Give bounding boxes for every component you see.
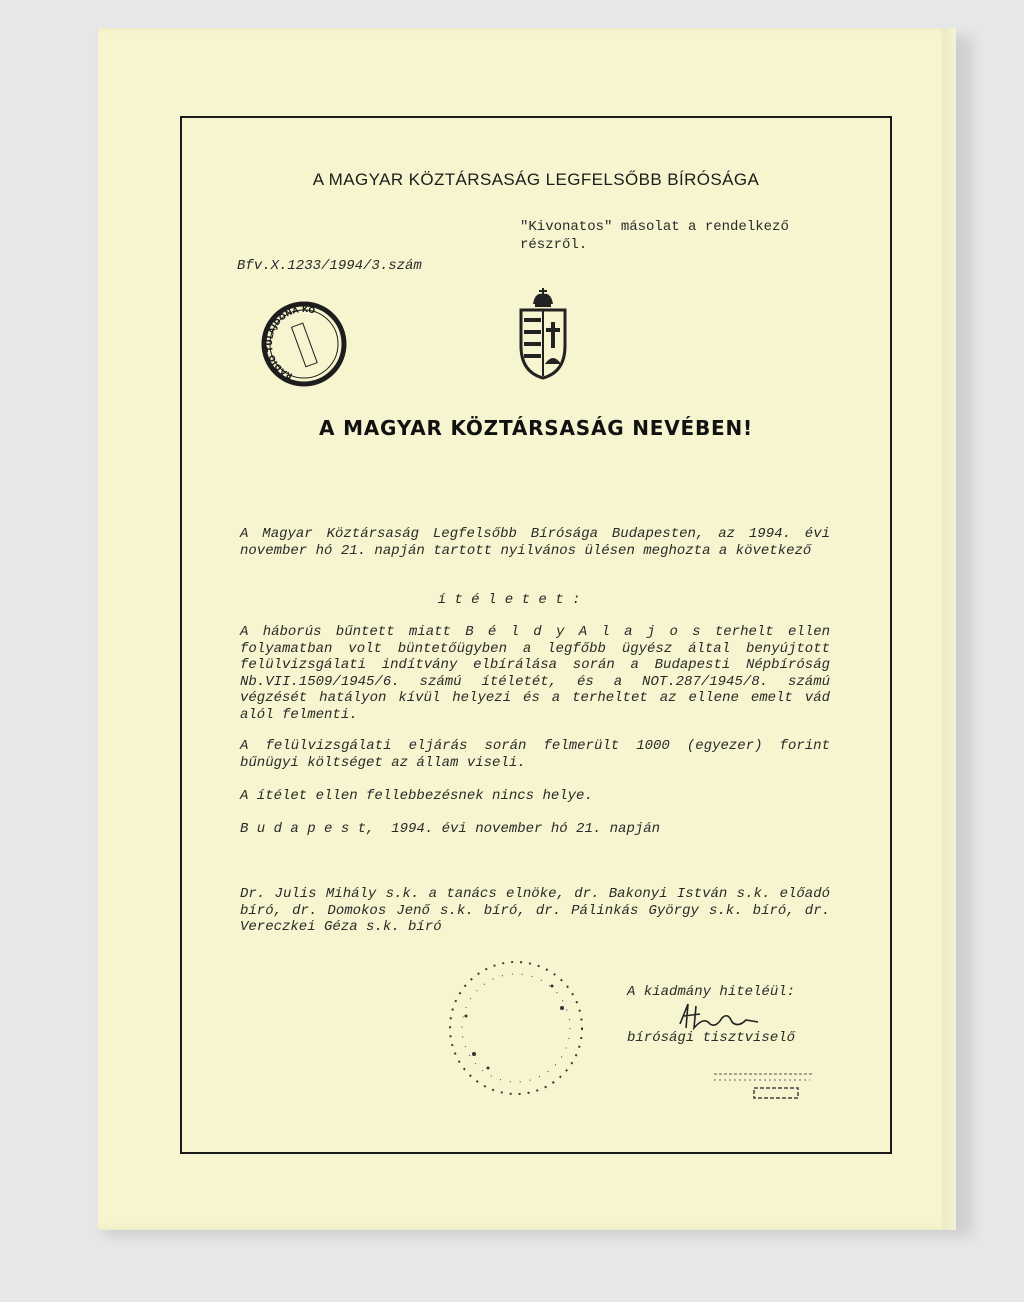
clerk-title: bírósági tisztviselő (627, 1030, 796, 1046)
document-frame (180, 116, 892, 1154)
book-cover (98, 28, 956, 1230)
authentication-text: A kiadmány hiteléül: (627, 984, 796, 1000)
stamp-text: RÁDIÓ TULAJDONA KÖNYVTÁR (264, 304, 316, 381)
copy-note: "Kivonatos" másolat a rendelkező részről. (520, 219, 789, 253)
intro-paragraph: A Magyar Köztársaság Legfelsőbb Bírósága Budapesten, az 1994. évi november hó 21. napján tartott nyilvános ülésen meghozta a következő (240, 526, 830, 559)
svg-text:RÁDIÓ TULAJDONA KÖNYVTÁR (258, 298, 318, 390)
library-stamp-icon (258, 298, 350, 390)
court-seal-icon (444, 956, 588, 1100)
court-header: A MAGYAR KÖZTÁRSASÁG LEGFELSŐBB BÍRÓSÁGA (312, 170, 760, 189)
document-title: A MAGYAR KÖZTÁRSASÁG NEVÉBEN! (319, 416, 753, 440)
costs-paragraph: A felülvizsgálati eljárás során felmerült 1000 (egyezer) forint bűnügyi költséget az állam viseli. (240, 738, 830, 771)
appeal-paragraph: A ítélet ellen fellebbezésnek nincs helye. (240, 788, 593, 804)
book-spine-edge (942, 28, 956, 1230)
judges-paragraph: Dr. Julis Mihály s.k. a tanács elnöke, dr. Bakonyi István s.k. előadó bíró, dr. Domokos Jenő s.k. bíró, dr. Pálinkás György s.k. bíró, dr. Vereczkei Géza s.k. bíró (240, 886, 830, 935)
coat-of-arms-icon (515, 288, 571, 380)
place-date: B u d a p e s t, 1994. évi november hó 21. napján (240, 821, 661, 837)
verdict-paragraph: A háborús bűntett miatt B é l d y A l a j o s terhelt ellen folyamatban volt büntetőügyben a legfőbb ügyész által benyújtott felülvizsgálati indítvány elbírálása során a Budapesti Népbíróság Nb.VII.1509/1945/6. számú ítéletét, és a NOT.287/1945/8. számú végzését hatályon kívül helyezi és a terheltet az ellene emelt vád alól felmenti. (240, 624, 830, 723)
registry-stamp-icon (710, 1068, 820, 1104)
case-number: Bfv.X.1233/1994/3.szám (237, 258, 422, 274)
verdict-heading: í t é l e t e t : (437, 592, 581, 608)
signature-icon (674, 998, 764, 1034)
